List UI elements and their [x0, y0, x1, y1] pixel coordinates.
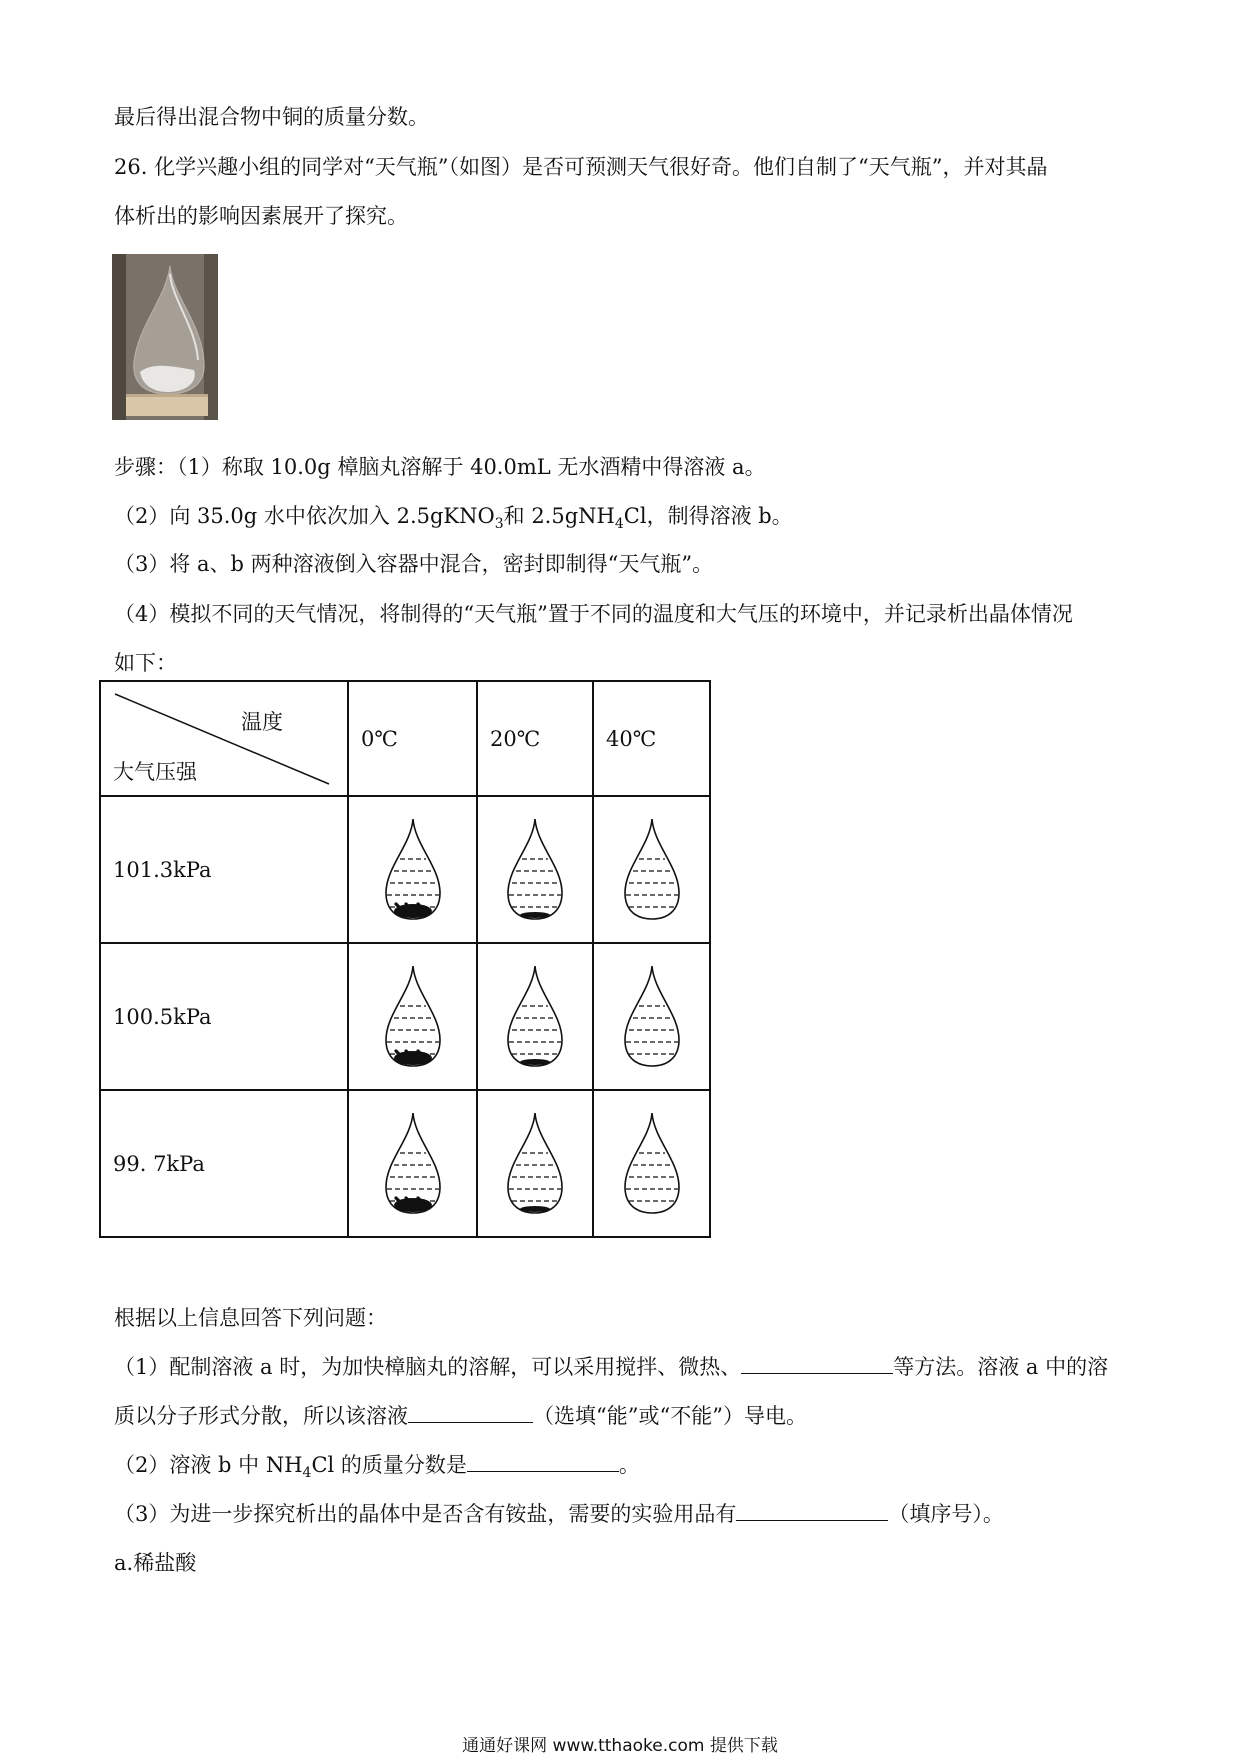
- header-corner-cell: [100, 681, 348, 796]
- crystal-grain: [403, 1056, 406, 1059]
- bottle-cell: [477, 943, 593, 1090]
- crystal-grain: [415, 1203, 418, 1206]
- step-4: （4）模拟不同的天气情况，将制得的“天气瓶”置于不同的温度和大气压的环境中，并记录析出晶体情况: [114, 602, 1073, 626]
- crystal-grain: [403, 909, 406, 912]
- bottle-outline: [625, 966, 679, 1066]
- crystal-grain: [418, 1051, 421, 1054]
- question-2: [114, 1452, 640, 1486]
- question-3-text: （3）为进一步探究析出的晶体中是否含有铵盐，需要的实验用品有: [114, 1502, 737, 1526]
- header-pressure: 大气压强: [113, 760, 197, 784]
- crystal-deposit: [520, 912, 550, 918]
- question-3: [114, 1501, 1004, 1527]
- crystal-grain: [415, 1056, 418, 1059]
- crystal-grain: [398, 906, 401, 909]
- crystal-grain: [411, 907, 414, 910]
- crystal-grain: [425, 909, 428, 912]
- question-2-text: Cl 的质量分数是: [311, 1453, 467, 1477]
- pressure-label-1: 100.5kPa: [100, 943, 348, 1090]
- step-1: 步骤：（1）称取 10.0g 樟脑丸溶解于 40.0mL 无水酒精中得溶液 a。: [114, 455, 766, 479]
- step-2-text: （2）向 35.0g 水中依次加入 2.5gKNO: [114, 504, 495, 528]
- crystal-grain: [398, 1200, 401, 1203]
- step-2-text: Cl，制得溶液 b。: [623, 504, 793, 528]
- pressure-label-0: 101.3kPa: [100, 796, 348, 943]
- bottle-outline: [625, 1113, 679, 1213]
- crystal-grain: [418, 1198, 421, 1201]
- question-26-intro: 26. 化学兴趣小组的同学对“天气瓶”（如图）是否可预测天气很好奇。他们自制了“天气瓶”，并对其晶: [114, 155, 1048, 179]
- bottle-drop-icon: [500, 962, 570, 1072]
- bottle-cell: [348, 796, 477, 943]
- weather-bottle-photo: [112, 254, 218, 420]
- question-1-text: 质以分子形式分散，所以该溶液: [114, 1404, 408, 1428]
- question-1: [114, 1354, 1108, 1380]
- step-2-sub: 4: [614, 516, 624, 533]
- crystal-grain: [425, 1056, 428, 1059]
- step-4-cont: 如下：: [114, 651, 177, 675]
- crystal-grain: [403, 1203, 406, 1206]
- pressure-label-2: 99. 7kPa: [100, 1090, 348, 1237]
- option-a: a.稀盐酸: [114, 1551, 197, 1575]
- crystal-grain: [425, 1203, 428, 1206]
- crystal-grain: [405, 903, 408, 906]
- crystal-grain: [405, 1197, 408, 1200]
- question-2-text: 。: [618, 1453, 640, 1477]
- question-1-cont: [114, 1403, 807, 1429]
- bottle-drop-icon: [617, 815, 687, 925]
- question-3-text: （填序号）。: [888, 1502, 1004, 1526]
- step-2-sub: 3: [494, 516, 504, 533]
- temp-header-2: 40℃: [593, 681, 710, 796]
- question-1-text: （选填“能”或“不能”）导电。: [533, 1404, 807, 1428]
- question-2-text: （2）溶液 b 中 NH: [114, 1453, 303, 1477]
- bottle-drop-icon: [500, 1109, 570, 1219]
- bottle-drop-icon: [378, 1109, 448, 1219]
- bottle-drop-icon: [500, 815, 570, 925]
- temp-header-1: 20℃: [477, 681, 593, 796]
- bottle-cell: [477, 1090, 593, 1237]
- question-26-intro-cont: 体析出的影响因素展开了探究。: [114, 204, 408, 228]
- bottle-outline: [625, 819, 679, 919]
- bottle-drop-icon: [617, 1109, 687, 1219]
- temp-header-0: 0℃: [348, 681, 477, 796]
- step-3: （3）将 a、b 两种溶液倒入容器中混合，密封即制得“天气瓶”。: [114, 552, 714, 576]
- crystal-grain: [415, 909, 418, 912]
- answer-blank[interactable]: [408, 1422, 533, 1423]
- step-2: [114, 503, 793, 537]
- crystal-grain: [411, 1054, 414, 1057]
- bottle-cell: [348, 943, 477, 1090]
- crystal-grain: [411, 1201, 414, 1204]
- bottle-outline: [508, 819, 562, 919]
- question-1-text: 等方法。溶液 a 中的溶: [893, 1355, 1109, 1379]
- question-2-sub: 4: [302, 1465, 312, 1482]
- question-1-text: （1）配制溶液 a 时，为加快樟脑丸的溶解，可以采用搅拌、微热、: [114, 1355, 742, 1379]
- bottle-drop-icon: [378, 815, 448, 925]
- footer-watermark: 通通好课网 www.tthaoke.com 提供下载: [462, 1736, 778, 1756]
- crystal-grain: [418, 904, 421, 907]
- crystal-deposit: [520, 1206, 550, 1212]
- bottle-cell: [593, 796, 710, 943]
- bottle-cell: [477, 796, 593, 943]
- bottle-drop-icon: [617, 962, 687, 1072]
- step-2-text: 和 2.5gNH: [503, 504, 615, 528]
- bottle-drop-icon: [378, 962, 448, 1072]
- crystal-deposit: [520, 1059, 550, 1065]
- bottle-cell: [348, 1090, 477, 1237]
- header-temperature: 温度: [241, 710, 283, 734]
- bottle-outline: [508, 966, 562, 1066]
- bottle-cell: [593, 1090, 710, 1237]
- answer-blank[interactable]: [741, 1373, 893, 1374]
- answer-blank[interactable]: [467, 1471, 619, 1472]
- bottle-cell: [593, 943, 710, 1090]
- questions-intro: 根据以上信息回答下列问题：: [114, 1306, 387, 1330]
- crystal-grain: [398, 1053, 401, 1056]
- answer-blank[interactable]: [736, 1520, 888, 1521]
- text-line: 最后得出混合物中铜的质量分数。: [114, 105, 429, 129]
- bottle-outline: [508, 1113, 562, 1213]
- results-table: [99, 680, 711, 1238]
- crystal-grain: [405, 1050, 408, 1053]
